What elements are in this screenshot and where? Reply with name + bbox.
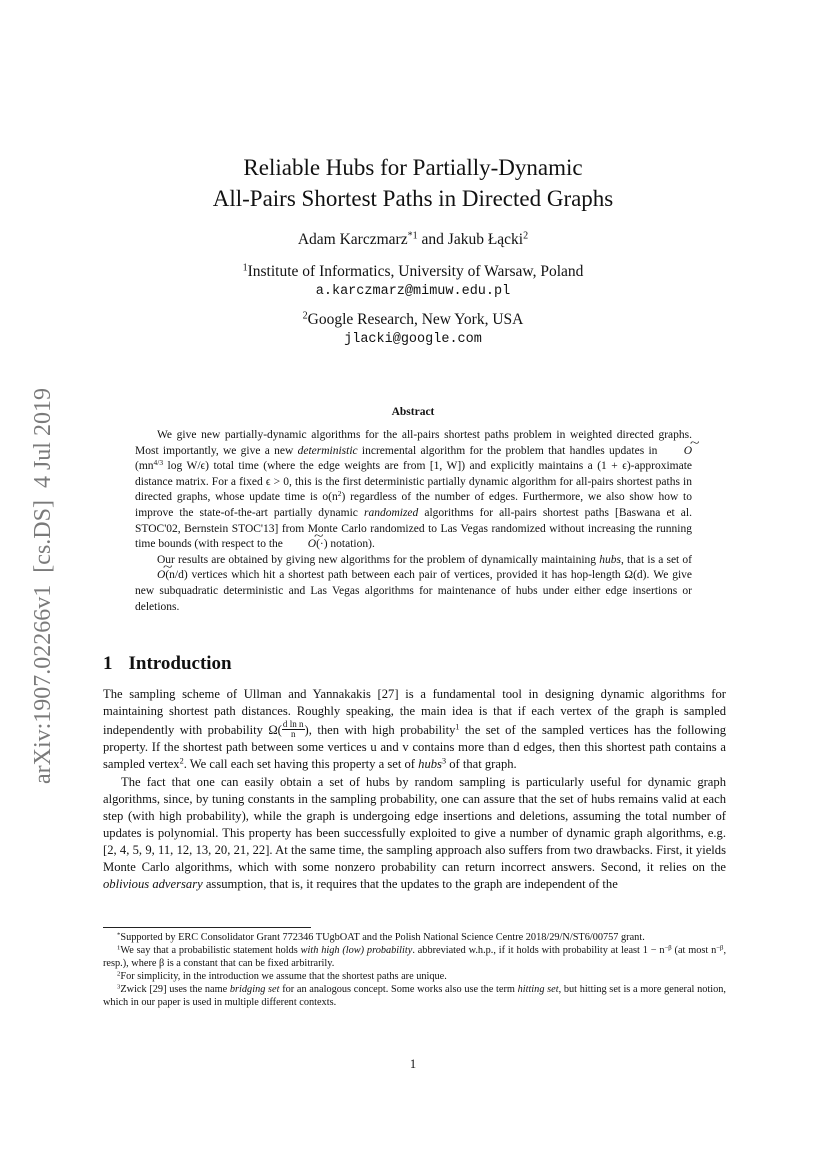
footnote-rule [103, 927, 311, 928]
affiliation-1-name: Institute of Informatics, University of Warsaw, Poland [247, 263, 584, 280]
footnote-2: $^2$For simplicity, in the introduction we assume that the shortest paths are unique. [117, 970, 447, 982]
email-2[interactable]: jlacki@google.com [344, 332, 482, 347]
footnote-3: $^3$Zwick [29] uses the name bridging set for an analogous concept. Some works also use the term hitting set, but hitting set is a more general notion, which in our paper is used in multiple different contexts. [103, 983, 726, 1008]
author-list [0, 231, 826, 249]
page-number: 1 [409, 1057, 417, 1071]
intro-paragraph-2: The fact that one can easily obtain a set of hubs by random sampling is particularly useful for dynamic graph algorithms, since, by tuning constants in the sampling probability, one can assure that the set of hubs remains valid at each step (with high probability), while the graph is undergoing edge insertions and deletions, assuming the total number of updates is polynomial. This property has been successfully exploited to give a number of dynamic graph algorithms, e.g. [2, 4, 5, 9, 11, 12, 13, 20, 21, 22]. At the same time, the sampling approach also suffers from two drawbacks. First, it yields Monte Carlo algorithms, which with some nonzero probability can return incorrect answers. Second, it relies on the oblivious adversary assumption, that is, it requires that the updates to the graph are independent of the [103, 774, 726, 892]
title-line-2: All-Pairs Shortest Paths in Directed Graphs [212, 186, 614, 211]
author-2: Jakub Łącki [447, 231, 524, 248]
footnote-star: *Supported by ERC Consolidator Grant 772346 TUgbOAT and the Polish National Science Centre 2018/29/N/ST6/00757 grant. [117, 931, 645, 943]
abstract-paragraph-2: Our results are obtained by giving new algorithms for the problem of dynamically maintaining hubs, that is a set of ~ O(n/d) vertices which hit a shortest path between each pair of vertices, provided it has hop-length Ω(d). We give new subquadratic deterministic and Las Vegas algorithms for maintenance of hubs under either edge insertions or deletions. [135, 553, 692, 615]
author-conjunction: and [421, 231, 444, 248]
footnote-1: $^1$We say that a probabilistic statement holds with high (low) probability. abbreviated w.h.p., if it holds with probability at least $1 - n^{-\beta}$ (at most $n^{-\beta}$, resp.), where β is a constant that can be fixed arbitrarily. [103, 944, 727, 969]
footnote-ref-2[interactable]: 2 [179, 756, 184, 766]
intro-body [103, 686, 726, 893]
section-heading [103, 653, 232, 675]
section-number: 1 [103, 653, 113, 674]
abstract-body [135, 428, 692, 615]
author-1-marks: *1 [407, 230, 418, 242]
author-2-marks: 2 [523, 230, 529, 242]
abstract-heading: Abstract [391, 406, 435, 418]
section-title: Introduction [128, 653, 232, 674]
abstract-paragraph-1: We give new partially-dynamic algorithms for the all-pairs shortest paths problem in weighted directed graphs. Most importantly, we give a new deterministic incremental algorithm for the problem that handles updates in ~ $O(mn^{4/3}$ log W/ϵ) total time (where the edge weights are from [1, W]) and explicitly maintains a (1 + ϵ)-approximate distance matrix. For a fixed ϵ > 0, this is the first deterministic partially dynamic algorithm for all-pairs shortest paths in directed graphs, whose update time is $o(n^2)$ regardless of the number of edges. Furthermore, we also show how to improve the state-of-the-art partially dynamic randomized algorithms for all-pairs shortest paths [Baswana et al. STOC'02, Bernstein STOC'13] from Monte Carlo randomized to Las Vegas randomized without increasing the running time bounds (with respect to the ~ O(·) notation). [135, 428, 692, 553]
affiliation-2-mark: 2 [302, 310, 308, 322]
affiliation-2 [0, 310, 826, 350]
affiliation-1 [0, 262, 826, 302]
title-line-1: Reliable Hubs for Partially-Dynamic [243, 155, 583, 180]
probability-fraction: $\frac{\text{d ln n}}{n}$ [282, 719, 304, 740]
affiliation-2-name: Google Research, New York, USA [307, 311, 524, 328]
footnote-ref-1[interactable]: 1 [455, 722, 460, 732]
arxiv-stamp-text: arXiv:1907.02266v1 [cs.DS] 4 Jul 2019 [30, 388, 56, 784]
affiliation-1-mark: 1 [242, 262, 248, 274]
paper-title [0, 152, 826, 214]
intro-paragraph-1: The sampling scheme of Ullman and Yannakakis [27] is a fundamental tool in designing dynamic algorithms for maintaining shortest path distances. Roughly speaking, the main idea is that if each vertex of the graph is sampled independently with probability Ω( $\frac{\text{d ln n}}{n}$ ), then with high probability$^1$ the set of the sampled vertices has the following property. If the shortest path between some vertices u and v contains more than d edges, then this shortest path contains a sampled vertex$^2$. We call each set having this property a set of hubs$^3$ of that graph. [103, 687, 726, 772]
author-1: Adam Karczmarz [297, 231, 408, 248]
footnotes [103, 931, 726, 1009]
footnote-ref-3[interactable]: 3 [441, 756, 447, 766]
email-1[interactable]: a.karczmarz@mimuw.edu.pl [315, 284, 511, 299]
